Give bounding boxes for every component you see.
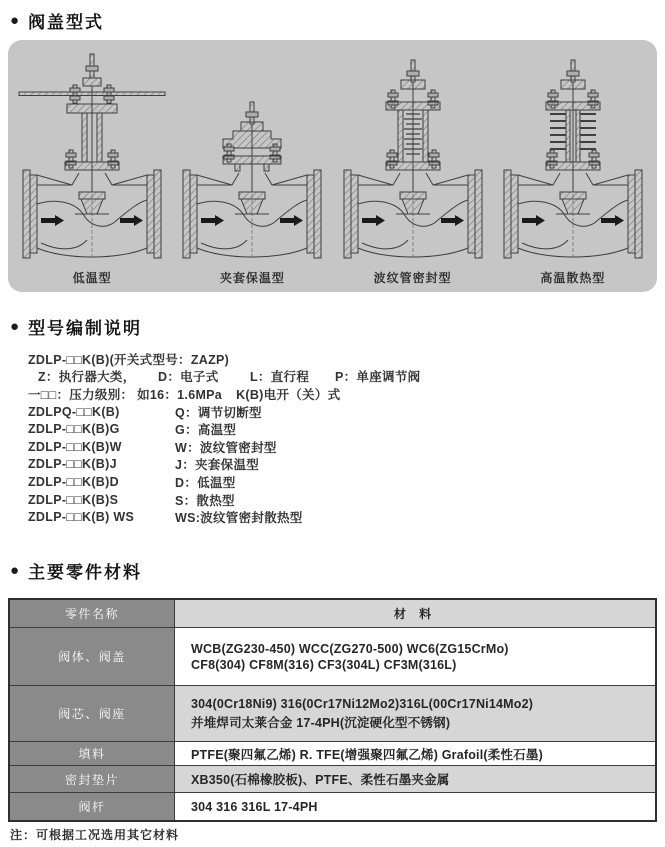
model-row: [28, 438, 648, 456]
pressure-class-text: 一□□：压力级别： 如16：1.6MPa: [28, 387, 223, 402]
material-cell: [175, 628, 655, 685]
model-desc: Q：调节切断型: [175, 405, 262, 420]
valve-label: 高温散热型: [540, 271, 606, 285]
part-name-cell: 阀体、阀盖: [10, 628, 175, 685]
material-line: XB350(石棉橡胶板)、PTFE、柔性石墨夹金属: [191, 773, 450, 787]
model-row: [28, 473, 648, 491]
model-row: [28, 491, 648, 509]
table-row: [10, 741, 655, 765]
material-cell: [175, 686, 655, 741]
model-code: ZDLP-□□K(B)S: [28, 492, 119, 507]
material-line: PTFE(聚四氟乙烯) R. TFE(增强聚四氟乙烯) Grafoil(柔性石墨): [191, 747, 543, 762]
valve-label: 波纹管密封型: [373, 271, 452, 285]
valve-label: 夹套保温型: [219, 271, 285, 285]
letter-meaning-z: Z：执行器大类，: [38, 370, 136, 385]
section-bullet-icon: ●: [10, 12, 22, 29]
table-row: [10, 765, 655, 792]
valve-cross-section-low-temp-drawing: [17, 52, 167, 267]
table-row: [10, 685, 655, 741]
part-name-cell: 填料: [10, 742, 175, 765]
part-name-cell: 密封垫片: [10, 766, 175, 792]
valve-cross-section-jacket-drawing: [177, 52, 327, 267]
model-code: ZDLP-□□K(B)G: [28, 422, 120, 437]
letter-meaning-d: D：电子式: [158, 370, 219, 385]
letter-meaning-p: P：单座调节阀: [335, 370, 421, 385]
model-code: ZDLP-□□K(B)W: [28, 439, 122, 454]
material-line: 304(0Cr18Ni9) 316(0Cr17Ni12Mo2)316L(00Cr17Ni14Mo2): [191, 696, 534, 711]
table-row: [10, 627, 655, 685]
header-material: 材 料: [175, 600, 655, 627]
model-row: [28, 456, 648, 474]
model-line-base-code: ZDLP-□□K(B)(开关式型号：ZAZP): [28, 352, 230, 367]
valve-figure-bellows: [334, 52, 492, 286]
model-desc: G：高温型: [175, 423, 237, 438]
materials-table: [8, 598, 657, 822]
section-bullet-icon: ●: [10, 318, 22, 335]
footnote: 注：可根据工况选用其它材料: [10, 828, 180, 842]
letter-meaning-l: L：直行程: [250, 370, 310, 385]
section-heading-bonnet-types: [10, 8, 104, 33]
table-header-row: [10, 600, 655, 627]
material-line: CF8(304) CF8M(316) CF3(304L) CF3M(316L): [191, 657, 457, 672]
section-title: 型号编制说明: [28, 319, 143, 338]
part-name-cell: 阀芯、阀座: [10, 686, 175, 741]
valve-figure-radiator: [494, 52, 652, 286]
table-row: [10, 792, 655, 820]
valve-figure-jacket: [173, 52, 331, 286]
valve-cross-section-radiator-drawing: [498, 52, 648, 267]
kb-open-close-text: K(B)电开（关）式: [236, 387, 341, 402]
model-row: [28, 403, 648, 421]
material-cell: [175, 793, 655, 820]
model-desc: WS:波纹管密封散热型: [175, 511, 303, 526]
valve-cross-section-bellows-drawing: [338, 52, 488, 267]
model-code-lines: [28, 350, 648, 526]
model-code: ZDLPQ-□□K(B): [28, 404, 120, 419]
section-title: 阀盖型式: [28, 13, 105, 32]
model-row: [28, 508, 648, 526]
valve-label: 低温型: [72, 271, 112, 285]
model-desc: J：夹套保温型: [175, 458, 260, 473]
model-line-pressure-class: [28, 385, 648, 403]
model-desc: S：散热型: [175, 493, 235, 508]
model-line-letter-meanings: [28, 368, 648, 386]
valve-figure-low-temp: [13, 52, 171, 286]
model-desc: W：波纹管密封型: [175, 440, 277, 455]
material-cell: [175, 766, 655, 792]
section-bullet-icon: ●: [10, 562, 22, 579]
header-part-name: 零件名称: [10, 600, 175, 627]
model-code: ZDLP-□□K(B)J: [28, 457, 117, 472]
model-row: [28, 420, 648, 438]
valve-drawings-panel: [8, 40, 657, 292]
section-heading-materials: [10, 558, 142, 583]
section-heading-model-code: [10, 314, 142, 339]
material-line: 304 316 316L 17-4PH: [191, 799, 318, 814]
part-name-cell: 阀杆: [10, 793, 175, 820]
model-code: ZDLP-□□K(B)D: [28, 474, 119, 489]
material-cell: [175, 742, 655, 765]
model-code: ZDLP-□□K(B) WS: [28, 510, 135, 525]
model-desc: D：低温型: [175, 475, 236, 490]
material-line: 并堆焊司太莱合金 17-4PH(沉淀硬化型不锈钢): [191, 715, 451, 730]
material-line: WCB(ZG230-450) WCC(ZG270-500) WC6(ZG15CrMo): [191, 641, 509, 656]
section-title: 主要零件材料: [28, 563, 143, 582]
